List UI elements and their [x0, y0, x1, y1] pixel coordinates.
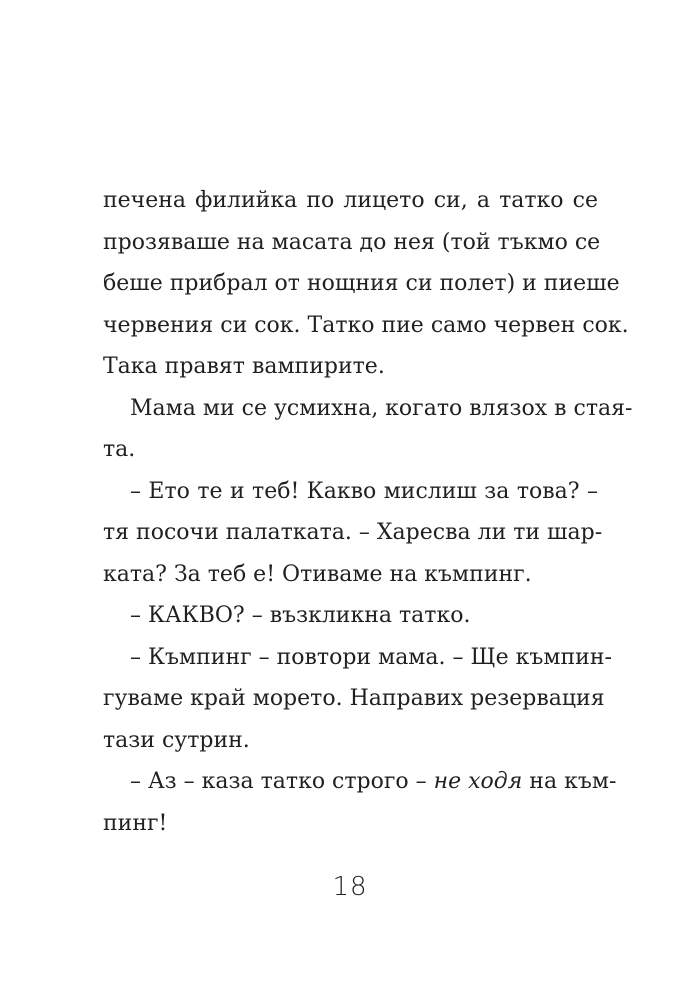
text-line: ката? За теб е! Отиваме на къмпинг.	[103, 561, 532, 587]
text-line: беше прибрал от нощния си полет) и пиеше	[103, 271, 620, 296]
text-line: Мама ми се усмихна, когато влязох в стая-	[130, 395, 633, 421]
text-line: прозяваше на масата до нея (той тъкмо се	[103, 229, 601, 255]
text-line: Така правят вампирите.	[103, 354, 385, 379]
text-line: червения си сок. Татко пие само червен сок.	[103, 312, 629, 338]
text-span: – Аз – каза татко строго –	[130, 769, 434, 794]
text-line: печена филийка по лицето си, а татко се	[103, 188, 598, 213]
text-line: – Къмпинг – повтори мама. – Ще къмпин-	[130, 644, 612, 670]
text-line: та.	[103, 437, 136, 462]
text-line: – Ето те и теб! Какво мислиш за това? –	[130, 478, 598, 504]
text-line: тя посочи палатката. – Харесва ли ти шар-	[103, 520, 603, 545]
text-line: пинг!	[103, 810, 168, 836]
page-number: 18	[332, 872, 368, 902]
text-line: тази сутрин.	[103, 727, 250, 753]
text-span: на към-	[522, 769, 617, 794]
text-line: гуваме край морето. Направих резервация	[103, 686, 605, 711]
italic-emphasis: не ходя	[433, 769, 523, 794]
text-line	[103, 761, 617, 803]
body-text	[103, 180, 633, 844]
text-line: – КАКВО? – възкликна татко.	[130, 603, 471, 628]
